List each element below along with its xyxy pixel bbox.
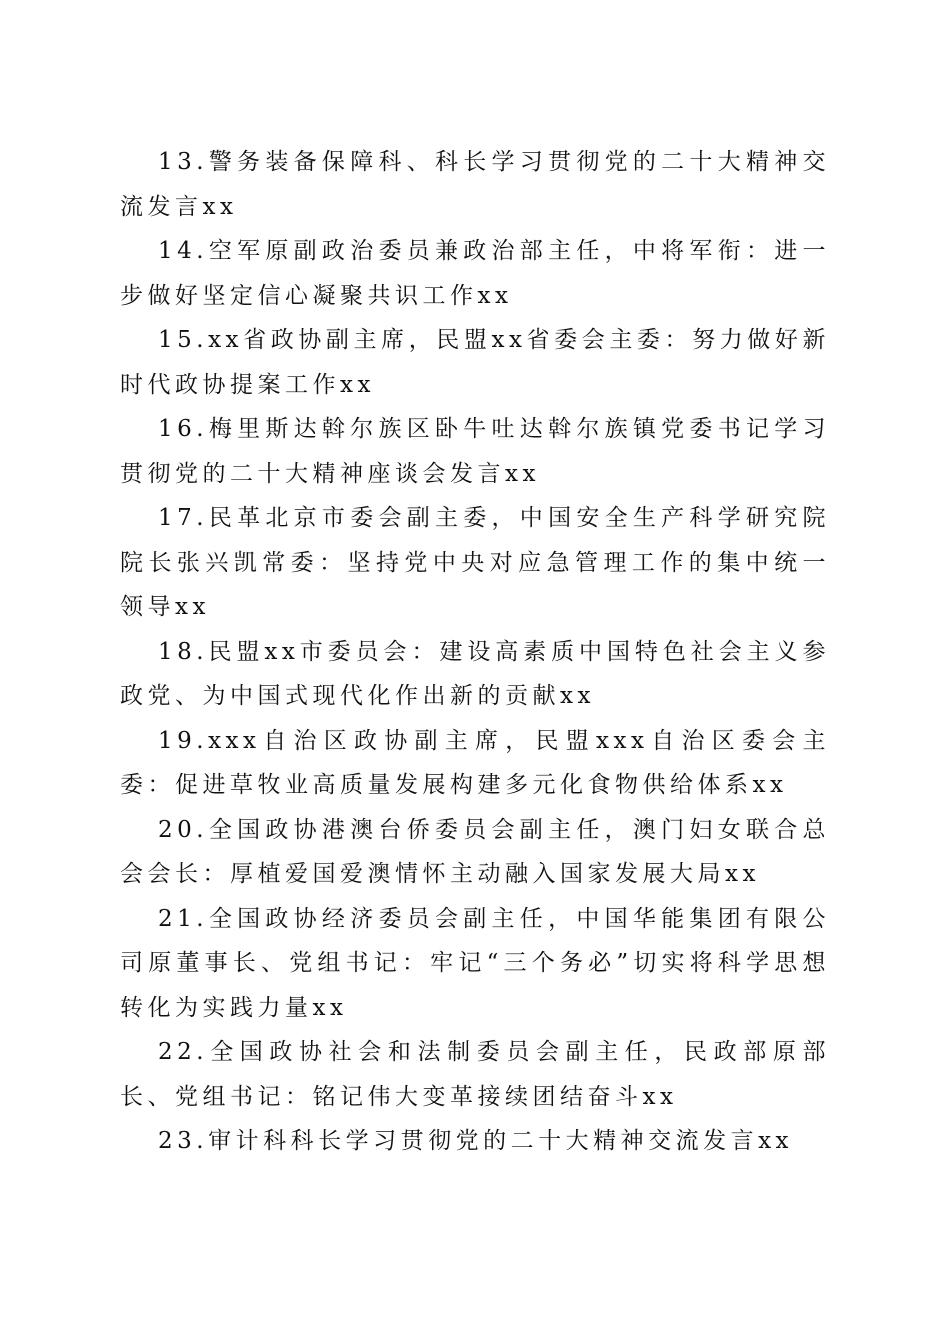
list-item: 14.空军原副政治委员兼政治部主任，中将军衔：进一步做好坚定信心凝聚共识工作xx <box>120 238 830 309</box>
list-item: 16.梅里斯达斡尔族区卧牛吐达斡尔族镇党委书记学习贯彻党的二十大精神座谈会发言xx <box>120 416 830 487</box>
list-item: 18.民盟xx市委员会：建设高素质中国特色社会主义参政党、为中国式现代化作出新的贡献xx <box>120 638 830 709</box>
list-item: 22.全国政协社会和法制委员会副主任，民政部原部长、党组书记：铭记伟大变革接续团结奋斗xx <box>120 1039 830 1110</box>
list-item: 19.xxx自治区政协副主席，民盟xxx自治区委会主委：促进草牧业高质量发展构建多元化食物供给体系xx <box>120 727 830 798</box>
list-item: 13.警务装备保障科、科长学习贯彻党的二十大精神交流发言xx <box>120 149 830 220</box>
list-item: 23.审计科科长学习贯彻党的二十大精神交流发言xx <box>158 1128 794 1154</box>
list-item: 17.民革北京市委会副主委，中国安全生产科学研究院院长张兴凯常委：坚持党中央对应急管理工作的集中统一领导xx <box>120 505 830 620</box>
list-item: 20.全国政协港澳台侨委员会副主任，澳门妇女联合总会会长：厚植爱国爱澳情怀主动融入国家发展大局xx <box>120 816 830 887</box>
document-body <box>120 140 830 1164</box>
list-item: 15.xx省政协副主席，民盟xx省委会主委：努力做好新时代政协提案工作xx <box>120 327 830 398</box>
list-item: 21.全国政协经济委员会副主任，中国华能集团有限公司原董事长、党组书记：牢记“三个务必”切实将科学思想转化为实践力量xx <box>120 905 830 1021</box>
